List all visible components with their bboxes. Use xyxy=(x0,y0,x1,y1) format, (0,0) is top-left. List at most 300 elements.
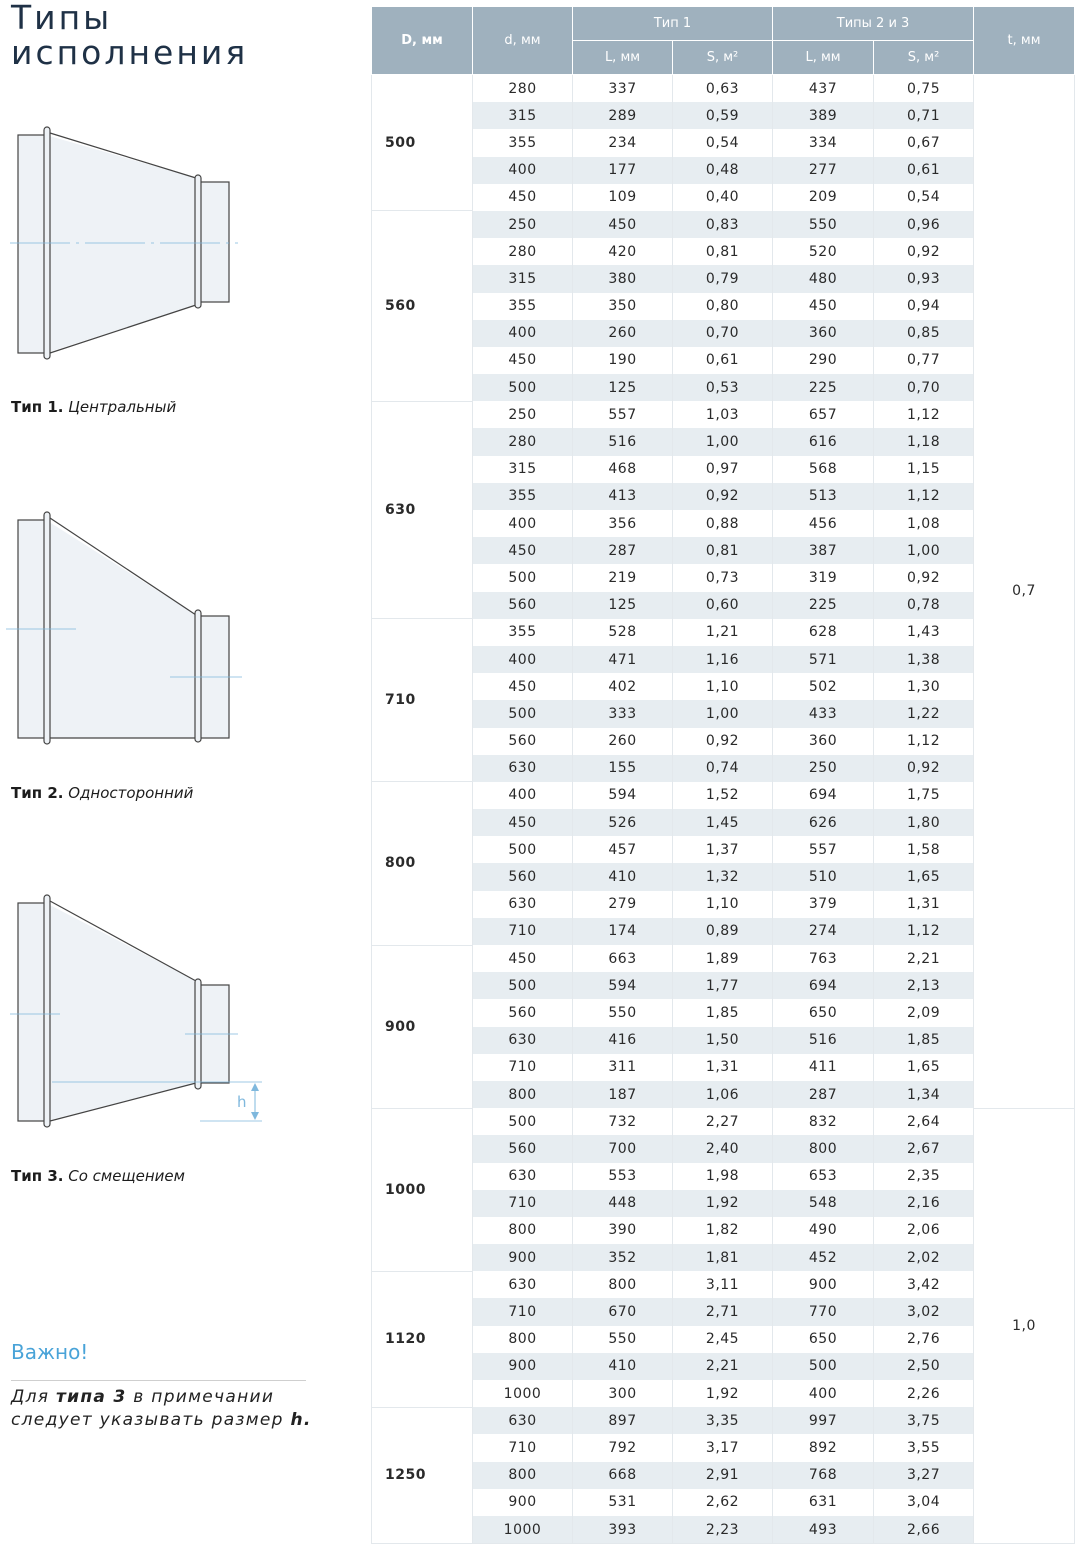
cell-L-type1: 287 xyxy=(573,537,673,564)
table-row xyxy=(372,347,1075,374)
table-row xyxy=(372,673,1075,700)
header-type1: Тип 1 xyxy=(573,7,773,41)
cell-d: 400 xyxy=(473,510,573,537)
cell-L-type23: 277 xyxy=(773,157,874,184)
table-row xyxy=(372,1489,1075,1516)
cell-d: 400 xyxy=(473,782,573,809)
cell-d: 280 xyxy=(473,428,573,455)
cell-S-type23: 2,02 xyxy=(874,1244,974,1271)
cell-L-type1: 410 xyxy=(573,863,673,890)
cell-S-type23: 0,67 xyxy=(874,129,974,156)
cell-S-type1: 1,52 xyxy=(673,782,773,809)
cell-S-type1: 1,00 xyxy=(673,700,773,727)
cell-L-type23: 360 xyxy=(773,320,874,347)
cell-S-type1: 1,50 xyxy=(673,1027,773,1054)
figure-type1-caption: Тип 1. Центральный xyxy=(11,398,177,416)
table-row xyxy=(372,1244,1075,1271)
cell-t: 1,0 xyxy=(974,1108,1075,1544)
figure-type3-caption: Тип 3. Со смещением xyxy=(11,1167,185,1185)
cell-S-type23: 0,85 xyxy=(874,320,974,347)
cell-L-type23: 568 xyxy=(773,456,874,483)
cell-L-type1: 234 xyxy=(573,129,673,156)
cell-L-type23: 571 xyxy=(773,646,874,673)
cell-L-type23: 225 xyxy=(773,374,874,401)
cell-L-type1: 792 xyxy=(573,1434,673,1461)
table-row xyxy=(372,1298,1075,1325)
cell-L-type1: 155 xyxy=(573,755,673,782)
cell-D: 630 xyxy=(372,401,473,619)
cell-S-type23: 2,64 xyxy=(874,1108,974,1135)
cell-L-type1: 260 xyxy=(573,320,673,347)
cell-S-type1: 1,16 xyxy=(673,646,773,673)
cell-S-type23: 3,04 xyxy=(874,1489,974,1516)
cell-L-type23: 411 xyxy=(773,1054,874,1081)
cell-S-type1: 2,21 xyxy=(673,1353,773,1380)
cell-S-type23: 0,61 xyxy=(874,157,974,184)
cell-S-type23: 0,92 xyxy=(874,755,974,782)
table-row xyxy=(372,564,1075,591)
table-row xyxy=(372,157,1075,184)
cell-d: 450 xyxy=(473,537,573,564)
table-row xyxy=(372,809,1075,836)
cell-S-type1: 0,40 xyxy=(673,184,773,211)
cell-S-type23: 2,09 xyxy=(874,999,974,1026)
divider xyxy=(11,1380,306,1381)
cell-L-type23: 379 xyxy=(773,891,874,918)
cell-S-type23: 1,15 xyxy=(874,456,974,483)
cell-L-type1: 125 xyxy=(573,592,673,619)
cell-d: 500 xyxy=(473,1108,573,1135)
cell-S-type23: 3,02 xyxy=(874,1298,974,1325)
table-row xyxy=(372,1326,1075,1353)
cell-S-type23: 1,34 xyxy=(874,1081,974,1108)
cell-d: 280 xyxy=(473,75,573,103)
cell-L-type1: 457 xyxy=(573,836,673,863)
cell-S-type23: 2,76 xyxy=(874,1326,974,1353)
cell-S-type1: 0,92 xyxy=(673,483,773,510)
cell-S-type1: 1,92 xyxy=(673,1190,773,1217)
table-row xyxy=(372,945,1075,972)
table-row xyxy=(372,456,1075,483)
cell-S-type1: 1,10 xyxy=(673,673,773,700)
cell-L-type23: 770 xyxy=(773,1298,874,1325)
cell-S-type1: 0,81 xyxy=(673,537,773,564)
cell-L-type23: 387 xyxy=(773,537,874,564)
cell-d: 355 xyxy=(473,483,573,510)
cell-S-type1: 2,45 xyxy=(673,1326,773,1353)
cell-L-type23: 319 xyxy=(773,564,874,591)
table-row xyxy=(372,646,1075,673)
header-type23: Типы 2 и 3 xyxy=(773,7,974,41)
table-row xyxy=(372,1027,1075,1054)
cell-L-type1: 471 xyxy=(573,646,673,673)
cell-d: 500 xyxy=(473,374,573,401)
cell-L-type1: 410 xyxy=(573,1353,673,1380)
cell-D: 1120 xyxy=(372,1271,473,1407)
cell-L-type23: 480 xyxy=(773,265,874,292)
cell-S-type23: 1,08 xyxy=(874,510,974,537)
table-row xyxy=(372,728,1075,755)
cell-d: 630 xyxy=(473,1407,573,1434)
cell-L-type1: 526 xyxy=(573,809,673,836)
cell-L-type23: 209 xyxy=(773,184,874,211)
cell-L-type1: 125 xyxy=(573,374,673,401)
cell-S-type1: 2,62 xyxy=(673,1489,773,1516)
table-row xyxy=(372,1271,1075,1298)
cell-L-type23: 653 xyxy=(773,1163,874,1190)
cell-d: 355 xyxy=(473,619,573,646)
cell-S-type1: 1,32 xyxy=(673,863,773,890)
cell-L-type1: 420 xyxy=(573,238,673,265)
cell-L-type23: 626 xyxy=(773,809,874,836)
cell-S-type1: 1,37 xyxy=(673,836,773,863)
cell-L-type1: 468 xyxy=(573,456,673,483)
table-row xyxy=(372,999,1075,1026)
header-L-type1: L, мм xyxy=(573,41,673,75)
cell-d: 710 xyxy=(473,1054,573,1081)
cell-d: 315 xyxy=(473,102,573,129)
cell-S-type1: 0,63 xyxy=(673,75,773,103)
cell-S-type1: 2,23 xyxy=(673,1516,773,1544)
cell-S-type1: 0,53 xyxy=(673,374,773,401)
table-row xyxy=(372,293,1075,320)
figure-type3-diagram xyxy=(0,893,260,1133)
cell-S-type23: 2,67 xyxy=(874,1135,974,1162)
table-row xyxy=(372,184,1075,211)
cell-L-type23: 502 xyxy=(773,673,874,700)
cell-L-type1: 337 xyxy=(573,75,673,103)
left-panel xyxy=(0,0,365,1551)
cell-S-type1: 0,88 xyxy=(673,510,773,537)
cell-S-type1: 2,91 xyxy=(673,1462,773,1489)
cell-S-type23: 3,42 xyxy=(874,1271,974,1298)
table-row xyxy=(372,1217,1075,1244)
table-row xyxy=(372,428,1075,455)
cell-L-type1: 550 xyxy=(573,999,673,1026)
cell-S-type23: 0,92 xyxy=(874,238,974,265)
cell-D: 900 xyxy=(372,945,473,1108)
cell-L-type23: 490 xyxy=(773,1217,874,1244)
cell-d: 400 xyxy=(473,320,573,347)
cell-L-type1: 528 xyxy=(573,619,673,646)
cell-L-type1: 897 xyxy=(573,1407,673,1434)
table-row xyxy=(372,1353,1075,1380)
cell-L-type23: 657 xyxy=(773,401,874,428)
cell-S-type1: 1,81 xyxy=(673,1244,773,1271)
cell-d: 800 xyxy=(473,1081,573,1108)
cell-L-type1: 333 xyxy=(573,700,673,727)
cell-d: 710 xyxy=(473,1190,573,1217)
cell-d: 280 xyxy=(473,238,573,265)
cell-S-type1: 0,61 xyxy=(673,347,773,374)
cell-S-type23: 3,75 xyxy=(874,1407,974,1434)
cell-S-type23: 1,30 xyxy=(874,673,974,700)
cell-L-type1: 352 xyxy=(573,1244,673,1271)
cell-S-type23: 2,26 xyxy=(874,1380,974,1407)
cell-d: 1000 xyxy=(473,1380,573,1407)
cell-L-type1: 531 xyxy=(573,1489,673,1516)
dimension-h-label: h xyxy=(237,1093,247,1111)
cell-S-type23: 2,21 xyxy=(874,945,974,972)
table-row xyxy=(372,537,1075,564)
cell-L-type23: 493 xyxy=(773,1516,874,1544)
cell-d: 450 xyxy=(473,673,573,700)
table-row xyxy=(372,102,1075,129)
important-note: Для типа 3 в примечании следует указывать размер h. xyxy=(11,1387,312,1430)
cell-L-type1: 670 xyxy=(573,1298,673,1325)
cell-S-type23: 0,92 xyxy=(874,564,974,591)
cell-L-type23: 250 xyxy=(773,755,874,782)
cell-L-type1: 380 xyxy=(573,265,673,292)
cell-S-type1: 0,54 xyxy=(673,129,773,156)
cell-S-type1: 1,00 xyxy=(673,428,773,455)
cell-L-type1: 732 xyxy=(573,1108,673,1135)
table-row xyxy=(372,918,1075,945)
table-row xyxy=(372,320,1075,347)
cell-t: 0,7 xyxy=(974,75,1075,1109)
cell-d: 710 xyxy=(473,918,573,945)
table-row xyxy=(372,510,1075,537)
cell-S-type1: 0,79 xyxy=(673,265,773,292)
cell-S-type23: 0,93 xyxy=(874,265,974,292)
cell-d: 315 xyxy=(473,456,573,483)
cell-L-type23: 452 xyxy=(773,1244,874,1271)
cell-S-type1: 0,48 xyxy=(673,157,773,184)
cell-d: 560 xyxy=(473,728,573,755)
cell-S-type23: 1,38 xyxy=(874,646,974,673)
cell-S-type23: 2,06 xyxy=(874,1217,974,1244)
cell-d: 630 xyxy=(473,1163,573,1190)
cell-S-type1: 2,71 xyxy=(673,1298,773,1325)
cell-S-type1: 0,59 xyxy=(673,102,773,129)
table-row xyxy=(372,1407,1075,1434)
cell-L-type23: 832 xyxy=(773,1108,874,1135)
table-row xyxy=(372,374,1075,401)
table-row xyxy=(372,1380,1075,1407)
cell-S-type23: 2,66 xyxy=(874,1516,974,1544)
cell-S-type1: 3,11 xyxy=(673,1271,773,1298)
table-body xyxy=(372,75,1075,1544)
cell-d: 710 xyxy=(473,1298,573,1325)
cell-S-type23: 1,12 xyxy=(874,728,974,755)
cell-d: 800 xyxy=(473,1462,573,1489)
cell-L-type23: 616 xyxy=(773,428,874,455)
cell-S-type1: 1,82 xyxy=(673,1217,773,1244)
cell-d: 560 xyxy=(473,1135,573,1162)
cell-d: 355 xyxy=(473,293,573,320)
cell-D: 500 xyxy=(372,75,473,211)
cell-D: 1000 xyxy=(372,1108,473,1271)
cell-S-type1: 2,27 xyxy=(673,1108,773,1135)
cell-d: 450 xyxy=(473,945,573,972)
cell-L-type23: 389 xyxy=(773,102,874,129)
cell-d: 710 xyxy=(473,1434,573,1461)
cell-S-type23: 1,18 xyxy=(874,428,974,455)
cell-L-type1: 177 xyxy=(573,157,673,184)
cell-L-type1: 356 xyxy=(573,510,673,537)
cell-L-type23: 500 xyxy=(773,1353,874,1380)
header-t: t, мм xyxy=(974,7,1075,75)
page-title: Типы исполнения xyxy=(11,0,249,72)
cell-L-type23: 900 xyxy=(773,1271,874,1298)
cell-L-type23: 650 xyxy=(773,1326,874,1353)
table-row xyxy=(372,1135,1075,1162)
cell-S-type23: 2,35 xyxy=(874,1163,974,1190)
cell-S-type23: 0,78 xyxy=(874,592,974,619)
table-row xyxy=(372,782,1075,809)
table-row xyxy=(372,863,1075,890)
cell-d: 450 xyxy=(473,809,573,836)
cell-L-type23: 516 xyxy=(773,1027,874,1054)
cell-L-type23: 763 xyxy=(773,945,874,972)
cell-L-type23: 360 xyxy=(773,728,874,755)
cell-L-type1: 450 xyxy=(573,211,673,238)
cell-S-type1: 0,83 xyxy=(673,211,773,238)
cell-d: 500 xyxy=(473,836,573,863)
cell-S-type1: 1,03 xyxy=(673,401,773,428)
cell-S-type1: 0,81 xyxy=(673,238,773,265)
cell-d: 630 xyxy=(473,755,573,782)
cell-L-type1: 557 xyxy=(573,401,673,428)
table-row xyxy=(372,211,1075,238)
cell-S-type1: 0,89 xyxy=(673,918,773,945)
table-row xyxy=(372,265,1075,292)
cell-d: 315 xyxy=(473,265,573,292)
cell-d: 900 xyxy=(473,1244,573,1271)
cell-L-type1: 668 xyxy=(573,1462,673,1489)
cell-L-type23: 800 xyxy=(773,1135,874,1162)
cell-d: 500 xyxy=(473,972,573,999)
cell-L-type1: 594 xyxy=(573,972,673,999)
cell-S-type23: 1,12 xyxy=(874,401,974,428)
cell-S-type1: 1,45 xyxy=(673,809,773,836)
table-row xyxy=(372,401,1075,428)
cell-L-type1: 174 xyxy=(573,918,673,945)
cell-L-type1: 800 xyxy=(573,1271,673,1298)
cell-S-type23: 0,96 xyxy=(874,211,974,238)
cell-d: 450 xyxy=(473,347,573,374)
cell-S-type23: 3,27 xyxy=(874,1462,974,1489)
cell-L-type23: 650 xyxy=(773,999,874,1026)
cell-d: 630 xyxy=(473,1027,573,1054)
table-row xyxy=(372,1163,1075,1190)
cell-S-type1: 2,40 xyxy=(673,1135,773,1162)
cell-D: 1250 xyxy=(372,1407,473,1543)
table-row xyxy=(372,75,1075,103)
cell-S-type1: 1,77 xyxy=(673,972,773,999)
cell-L-type23: 513 xyxy=(773,483,874,510)
cell-d: 400 xyxy=(473,157,573,184)
cell-L-type23: 892 xyxy=(773,1434,874,1461)
cell-L-type23: 225 xyxy=(773,592,874,619)
cell-L-type1: 311 xyxy=(573,1054,673,1081)
cell-L-type23: 510 xyxy=(773,863,874,890)
cell-L-type23: 437 xyxy=(773,75,874,103)
cell-S-type1: 0,97 xyxy=(673,456,773,483)
header-D: D, мм xyxy=(372,7,473,75)
table-row xyxy=(372,1054,1075,1081)
header-S-type1: S, м² xyxy=(673,41,773,75)
cell-d: 1000 xyxy=(473,1516,573,1544)
cell-d: 450 xyxy=(473,184,573,211)
cell-S-type1: 1,98 xyxy=(673,1163,773,1190)
table-row xyxy=(372,972,1075,999)
cell-S-type23: 0,54 xyxy=(874,184,974,211)
cell-S-type23: 1,00 xyxy=(874,537,974,564)
cell-S-type1: 0,70 xyxy=(673,320,773,347)
header-L-type23: L, мм xyxy=(773,41,874,75)
cell-S-type1: 0,92 xyxy=(673,728,773,755)
cell-S-type23: 0,75 xyxy=(874,75,974,103)
table-row xyxy=(372,836,1075,863)
cell-L-type23: 290 xyxy=(773,347,874,374)
cell-L-type23: 694 xyxy=(773,782,874,809)
cell-D: 560 xyxy=(372,211,473,401)
table-row xyxy=(372,1081,1075,1108)
cell-S-type23: 1,85 xyxy=(874,1027,974,1054)
cell-S-type1: 1,10 xyxy=(673,891,773,918)
table-row xyxy=(372,700,1075,727)
cell-L-type1: 350 xyxy=(573,293,673,320)
cell-S-type1: 1,21 xyxy=(673,619,773,646)
cell-L-type23: 274 xyxy=(773,918,874,945)
cell-d: 560 xyxy=(473,592,573,619)
figure-type2-diagram xyxy=(0,510,260,750)
cell-S-type1: 0,73 xyxy=(673,564,773,591)
table-row xyxy=(372,1462,1075,1489)
table-row xyxy=(372,129,1075,156)
table-row xyxy=(372,1434,1075,1461)
cell-L-type1: 550 xyxy=(573,1326,673,1353)
cell-S-type1: 1,06 xyxy=(673,1081,773,1108)
cell-S-type23: 3,55 xyxy=(874,1434,974,1461)
cell-S-type1: 1,89 xyxy=(673,945,773,972)
cell-L-type23: 334 xyxy=(773,129,874,156)
specification-table xyxy=(371,6,1075,1544)
cell-D: 710 xyxy=(372,619,473,782)
cell-L-type23: 287 xyxy=(773,1081,874,1108)
cell-L-type23: 400 xyxy=(773,1380,874,1407)
cell-d: 400 xyxy=(473,646,573,673)
cell-D: 800 xyxy=(372,782,473,945)
cell-L-type23: 433 xyxy=(773,700,874,727)
cell-S-type23: 2,13 xyxy=(874,972,974,999)
cell-L-type1: 289 xyxy=(573,102,673,129)
cell-S-type1: 0,74 xyxy=(673,755,773,782)
table-row xyxy=(372,483,1075,510)
cell-L-type1: 413 xyxy=(573,483,673,510)
figure-type2-caption: Тип 2. Односторонний xyxy=(11,784,194,802)
cell-L-type1: 260 xyxy=(573,728,673,755)
table-row xyxy=(372,238,1075,265)
cell-S-type23: 0,70 xyxy=(874,374,974,401)
cell-L-type1: 393 xyxy=(573,1516,673,1544)
cell-L-type1: 402 xyxy=(573,673,673,700)
cell-S-type23: 1,75 xyxy=(874,782,974,809)
table-row xyxy=(372,1516,1075,1544)
cell-S-type23: 0,94 xyxy=(874,293,974,320)
table-row xyxy=(372,1108,1075,1135)
cell-S-type23: 0,71 xyxy=(874,102,974,129)
cell-S-type1: 3,17 xyxy=(673,1434,773,1461)
table-row xyxy=(372,891,1075,918)
cell-L-type1: 390 xyxy=(573,1217,673,1244)
figure-type1-diagram xyxy=(0,125,260,365)
cell-L-type1: 663 xyxy=(573,945,673,972)
cell-S-type1: 3,35 xyxy=(673,1407,773,1434)
cell-S-type1: 1,85 xyxy=(673,999,773,1026)
cell-L-type23: 548 xyxy=(773,1190,874,1217)
